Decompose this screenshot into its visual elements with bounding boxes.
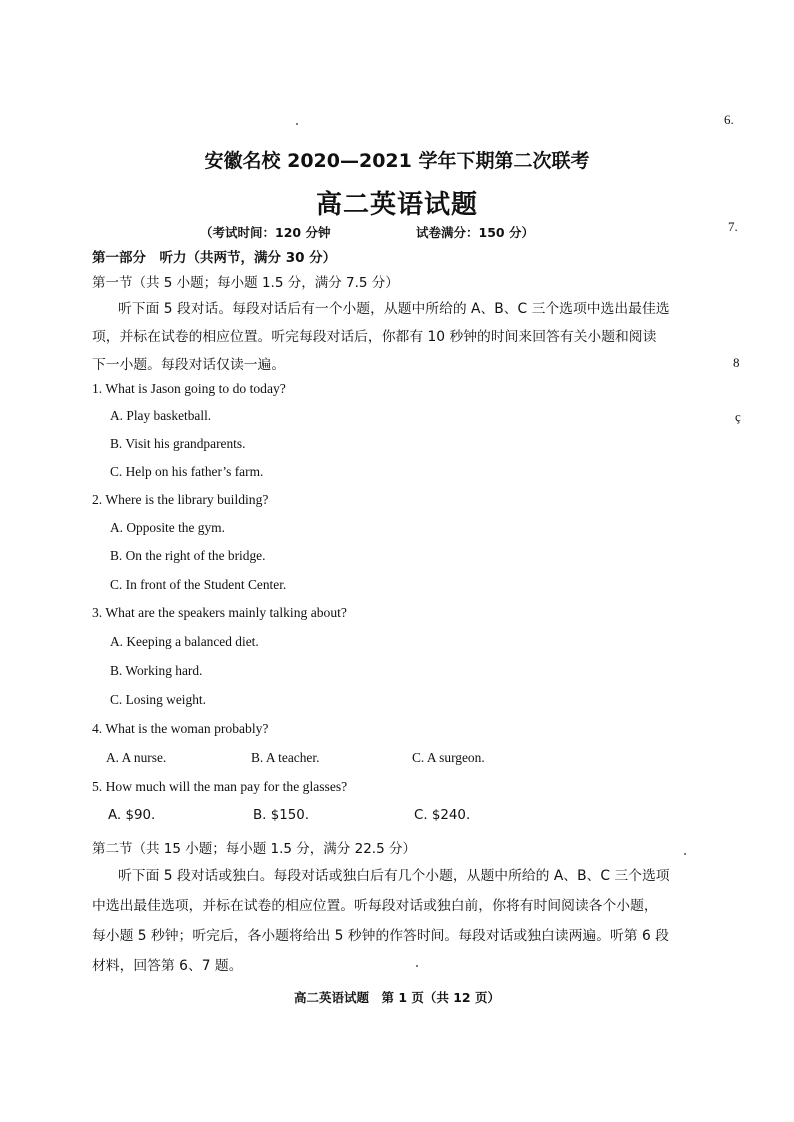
part1-heading: 第一部分 听力（共两节，满分 30 分） [92,250,337,266]
question-1-option-c: C. Help on his father’s farm. [110,464,264,479]
margin-mark-8: 8 [733,355,740,370]
section1-instruction-line: 听下面 5 段对话。每段对话后有一个小题，从题中所给的 A、B、C 三个选项中选出最佳选 [118,301,670,317]
question-5-option-a: A. $90. [108,808,156,823]
exam-time: （考试时间：120 分钟 [200,225,331,240]
question-5-stem: 5. How much will the man pay for the glasses? [92,779,348,794]
margin-mark-9: ç [735,409,741,424]
section1-instruction-line: 项，并标在试卷的相应位置。听完每段对话后，你都有 10 秒钟的时间来回答有关小题和阅读 [92,329,657,345]
scan-speck [416,965,418,967]
question-4-stem: 4. What is the woman probably? [92,721,269,736]
question-5-option-c: C. $240. [414,808,471,823]
section2-instruction-line: 每小题 5 秒钟；听完后，各小题将给出 5 秒钟的作答时间。每段对话或独白读两遍。听第 6 段 [92,928,669,944]
question-2-option-a: A. Opposite the gym. [110,520,225,535]
section1-instruction-line: 下一小题。每段对话仅读一遍。 [92,357,286,373]
exam-score: 试卷满分：150 分） [416,225,534,240]
section2-instruction-line: 中选出最佳选项，并标在试卷的相应位置。听每段对话或独白前，你将有时间阅读各个小题， [92,898,658,914]
question-4-option-c: C. A surgeon. [412,750,485,765]
section1-heading: 第一节（共 5 小题；每小题 1.5 分，满分 7.5 分） [92,275,399,291]
question-2-option-c: C. In front of the Student Center. [110,577,287,592]
question-3-option-b: B. Working hard. [110,663,203,678]
question-2-option-b: B. On the right of the bridge. [110,548,266,563]
question-3-option-a: A. Keeping a balanced diet. [110,634,259,649]
scan-speck [684,853,686,855]
scan-speck [296,123,298,125]
question-1-option-b: B. Visit his grandparents. [110,436,246,451]
section2-instruction-line: 材料，回答第 6、7 题。 [92,958,243,974]
section2-heading: 第二节（共 15 小题；每小题 1.5 分，满分 22.5 分） [92,841,416,857]
margin-mark-7: 7. [728,219,738,234]
question-5-option-b: B. $150. [253,808,310,823]
question-1-option-a: A. Play basketball. [110,408,212,423]
margin-mark-6: 6. [724,112,734,127]
question-3-stem: 3. What are the speakers mainly talking about? [92,605,347,620]
section2-instruction-line: 听下面 5 段对话或独白。每段对话或独白后有几个小题，从题中所给的 A、B、C 三个选项 [118,868,670,884]
exam-title: 安徽名校 2020—2021 学年下期第二次联考 [204,150,590,172]
question-2-stem: 2. Where is the library building? [92,492,269,507]
exam-subtitle: 高二英语试题 [315,190,478,220]
page-footer: 高二英语试题 第 1 页（共 12 页） [293,990,500,1005]
question-3-option-c: C. Losing weight. [110,692,206,707]
question-1-stem: 1. What is Jason going to do today? [92,381,286,396]
question-4-option-a: A. A nurse. [106,750,167,765]
question-4-option-b: B. A teacher. [251,750,320,765]
